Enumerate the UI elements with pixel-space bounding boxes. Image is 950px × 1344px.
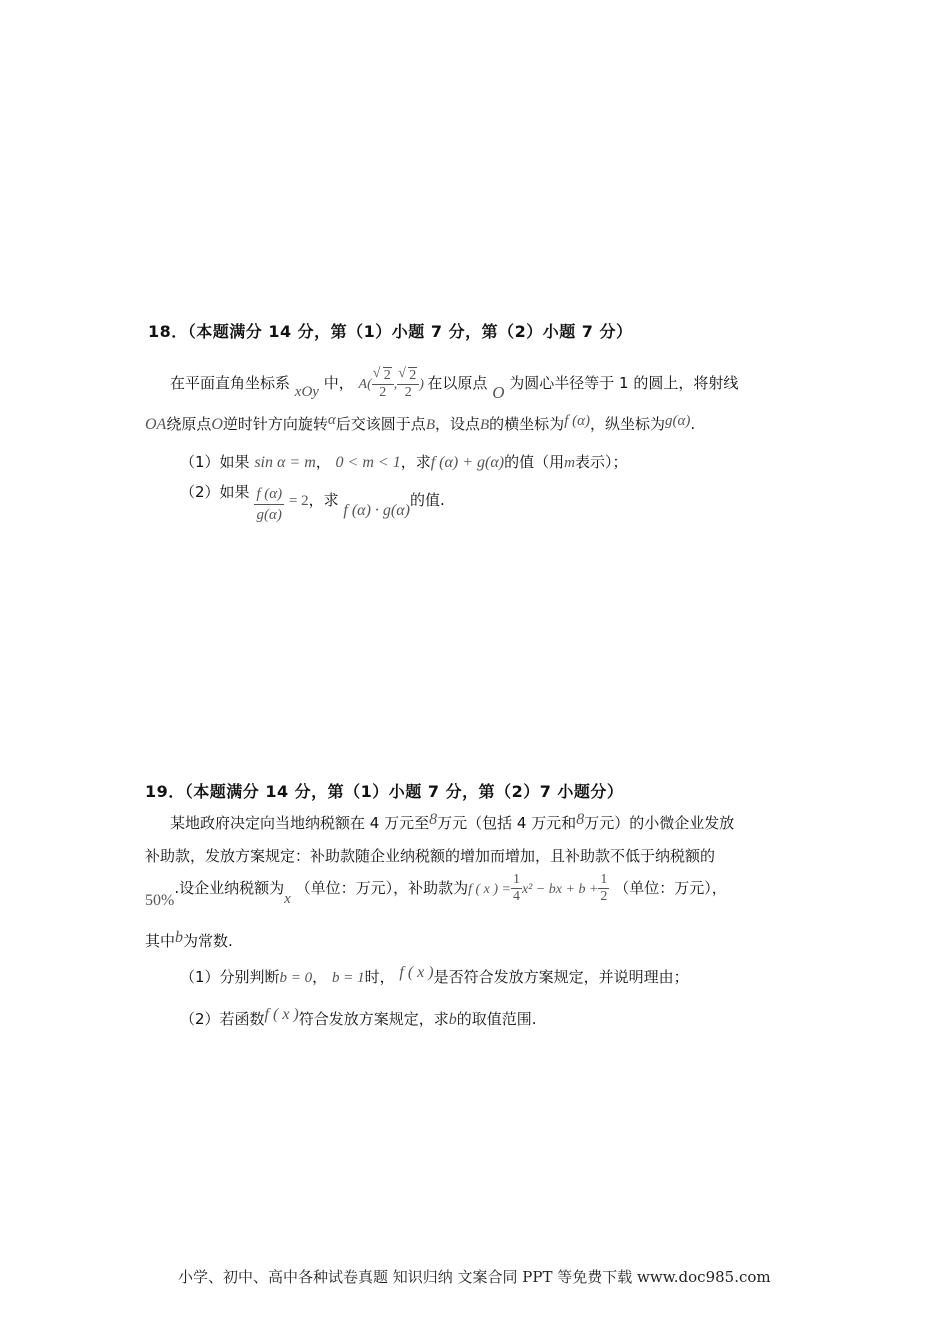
- q19-line1-text-b: 万元（包括 4 万元和: [437, 814, 577, 832]
- q18-den-a: 2: [379, 385, 387, 400]
- q18-f-alpha: f (α): [564, 413, 590, 429]
- q18-line1-text-b: 中，: [323, 373, 354, 392]
- q18-part1-text-d: 表示）；: [574, 453, 628, 471]
- q18-line2-text-c: 后交该圆于点: [335, 415, 426, 433]
- q18-line2: [145, 413, 695, 434]
- q18-alpha: α: [327, 412, 336, 428]
- q18-point-a: [358, 368, 428, 400]
- q19-var-x: x: [284, 891, 291, 907]
- q19-part1-rest: 是否符合发放方案规定，并说明理由；: [433, 968, 689, 986]
- q18-part2-expr: f (α) · g(α): [343, 502, 410, 519]
- q18-line2-text-d: ，设点: [434, 415, 480, 433]
- q19-part1-b1: b = 1: [331, 970, 365, 986]
- q19-line4-text-c: 为常数.: [183, 932, 233, 950]
- q19-frac-quarter-den: 4: [512, 889, 520, 904]
- q18-point-b: B: [425, 417, 435, 433]
- q18-part1-range: 0 < m < 1: [335, 454, 401, 471]
- q19-fx-expr: x² − bx + b +: [521, 882, 599, 897]
- q19-part1-fx: f ( x ): [399, 964, 434, 981]
- q19-frac-half: [598, 872, 609, 905]
- q19-part1-time: 时，: [364, 968, 395, 986]
- q19-line2: 补助款，发放方案规定：补助款随企业纳税额的增加而增加，且补助款不低于纳税额的: [145, 847, 716, 865]
- q19-part1-b0: b = 0: [279, 970, 313, 986]
- q18-line1: [170, 360, 738, 400]
- q18-part2-label: （2）如果: [180, 483, 250, 501]
- q19-part2-text-a: 符合发放方案规定，求: [298, 1010, 449, 1028]
- q18-part2-fraction: [254, 484, 284, 525]
- q18-sqrt-a: 2: [383, 368, 391, 383]
- q18-part1: [180, 451, 627, 472]
- q19-frac-quarter-num: 1: [512, 872, 520, 887]
- q19-fifty-percent: 50%: [145, 892, 175, 909]
- q18-part1-expr: f (α) + g(α): [430, 454, 505, 471]
- q19-frac-half-num: 1: [600, 872, 608, 887]
- q19-heading: 19．（本题满分 14 分，第（1）小题 7 分，第（2）7 小题分）: [145, 782, 624, 801]
- q19-part1: [180, 966, 689, 987]
- q18-point-comma: ,: [393, 376, 398, 392]
- q18-sqrt-b: 2: [409, 368, 417, 383]
- q18-frac-a: [372, 368, 394, 401]
- q18-line2-text-a: 绕原点: [166, 415, 212, 433]
- q18-part2-den: g(α): [256, 507, 282, 523]
- q19-part2-fx: f ( x ): [264, 1006, 299, 1023]
- q18-part1-text-c: 的值（用: [504, 453, 565, 471]
- q18-point-a-close: ): [419, 376, 424, 392]
- q18-part2-text-b: ，求: [308, 491, 339, 509]
- q18-coord-system: xOy: [294, 383, 319, 400]
- q18-part2-num: f (α): [254, 484, 284, 505]
- q18-frac-b: [397, 368, 419, 401]
- q19-part2-b: b: [448, 1011, 457, 1028]
- q18-point-b2: B: [480, 417, 490, 433]
- q19-line3: [145, 872, 727, 918]
- q18-line2-text-g: ，纵坐标为: [589, 415, 665, 433]
- q18-line2-o: O: [211, 416, 223, 433]
- q18-part1-text-b: ，求: [400, 453, 431, 471]
- q19-line4: [145, 930, 233, 951]
- q19-part2-label: （2）若函数: [180, 1010, 265, 1028]
- q19-part2-text-c: 的取值范围.: [456, 1010, 537, 1028]
- q19-frac-quarter: [511, 872, 522, 905]
- page-footer: 小学、初中、高中各种试卷真题 知识归纳 文案合同 PPT 等免费下载 www.doc985.com: [178, 1268, 771, 1286]
- q18-line1-text-c: 在以原点: [427, 373, 488, 392]
- q18-part1-m: m: [564, 455, 575, 471]
- q19-line1-8: 8: [429, 811, 438, 828]
- q18-part1-label: （1）如果: [180, 453, 250, 471]
- q19-line1: [170, 812, 734, 833]
- q18-line2-end: .: [690, 415, 696, 433]
- q19-part1-sep: ，: [312, 968, 328, 986]
- q18-line1-text-a: 在平面直角坐标系: [170, 373, 291, 392]
- q18-g-alpha: g(α): [664, 413, 691, 429]
- q18-part2: [180, 484, 445, 534]
- q19-line3-text-b: （单位：万元），补助款为: [295, 879, 469, 897]
- q19-line3-text-c: （单位：万元），: [614, 879, 727, 897]
- q18-den-b: 2: [404, 385, 412, 400]
- q19-line1-8b: 8: [576, 811, 585, 828]
- q19-line1-text-c: 万元）的小微企业发放: [584, 814, 735, 832]
- q18-part2-eq: = 2: [288, 493, 309, 509]
- q18-point-a-open: A(: [358, 376, 372, 392]
- q18-origin-o: O: [492, 382, 505, 402]
- q19-fx-def: f ( x ) =: [468, 882, 511, 897]
- q18-heading: 18．（本题满分 14 分，第（1）小题 7 分，第（2）小题 7 分）: [148, 322, 633, 341]
- q19-frac-half-den: 2: [600, 889, 608, 904]
- q19-line3-text-a: .设企业纳税额为: [174, 879, 285, 897]
- q19-line1-text-a: 某地政府决定向当地纳税额在 4 万元至: [170, 814, 430, 832]
- q18-part1-condition: sin α = m: [254, 454, 316, 471]
- q19-line4-text-a: 其中: [145, 932, 176, 950]
- q19-part1-label: （1）分别判断: [180, 968, 280, 986]
- q18-part2-text-c: 的值.: [409, 491, 445, 509]
- q18-line2-text-b: 逆时针方向旋转: [222, 415, 328, 433]
- q19-const-b: b: [175, 929, 184, 946]
- q18-part1-sep: ，: [315, 453, 331, 471]
- q19-part2: [180, 1008, 537, 1029]
- q18-line2-text-e: 的横坐标为: [489, 415, 565, 433]
- q18-line1-text-d: 为圆心半径等于 1 的圆上，将射线: [509, 373, 739, 392]
- q18-ray-oa: OA: [145, 416, 167, 433]
